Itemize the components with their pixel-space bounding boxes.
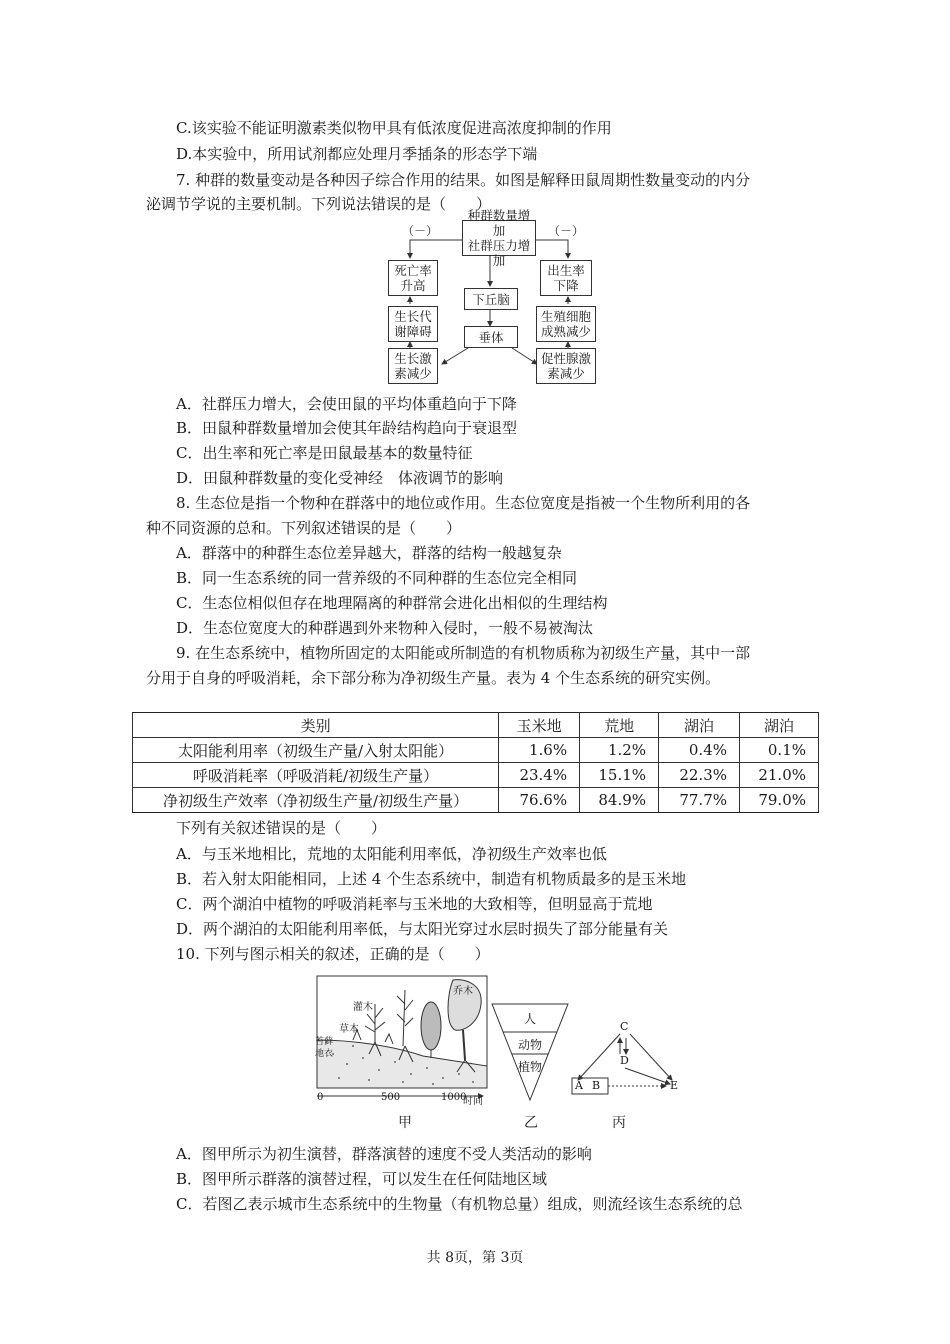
q10-option-a: A．图甲所示为初生演替，群落演替的速度不受人类活动的影响	[176, 1145, 592, 1163]
cell: 1.2%	[580, 738, 659, 763]
q10-option-c: C．若图乙表示城市生态系统中的生物量（有机物总量）组成，则流经该生态系统的总	[176, 1195, 743, 1213]
th-lake2: 湖泊	[740, 713, 819, 738]
label-moss: 苔藓	[315, 1037, 334, 1047]
cell: 1.6%	[499, 738, 580, 763]
th-lake1: 湖泊	[659, 713, 740, 738]
node-b: B	[592, 1079, 601, 1092]
label-animal: 动物	[518, 1038, 543, 1052]
q8-stem-line2: 种不同资源的总和。下列叙述错误的是（ ）	[146, 519, 462, 537]
q8-option-d: D．生态位宽度大的种群遇到外来物种入侵时，一般不易被淘汰	[176, 619, 594, 637]
figure-succession	[313, 974, 493, 1107]
q9-option-a: A．与玉米地相比，荒地的太阳能利用率低，净初级生产效率也低	[176, 845, 607, 863]
table-header-row	[133, 713, 819, 738]
label-lichen: 地衣	[315, 1049, 334, 1059]
cell: 22.3%	[659, 763, 740, 788]
tick-0: 0	[317, 1092, 324, 1103]
cell: 21.0%	[740, 763, 819, 788]
cell: 23.4%	[499, 763, 580, 788]
flow-box-growth-hormone: 生长激 素减少	[388, 348, 438, 384]
table-row	[133, 738, 819, 763]
cell: 呼吸消耗率（呼吸消耗/初级生产量）	[133, 763, 499, 788]
axis-time: 时间	[463, 1096, 483, 1107]
cell: 净初级生产效率（净初级生产量/初级生产量）	[133, 788, 499, 813]
q8-option-a: A．群落中的种群生态位差异越大，群落的结构一般越复杂	[176, 544, 562, 562]
tick-1000: 1000	[441, 1092, 467, 1103]
flow-box-gonadotropin: 促性腺激 素减少	[536, 348, 596, 384]
label-herb: 草本	[339, 1024, 359, 1035]
flow-box-death-rate: 死亡率 升高	[388, 260, 438, 296]
node-a: A	[575, 1079, 583, 1092]
cell: 84.9%	[580, 788, 659, 813]
th-corn: 玉米地	[499, 713, 580, 738]
table-row	[133, 763, 819, 788]
q9-option-b: B．若入射太阳能相同，上述 4 个生态系统中，制造有机物质最多的是玉米地	[176, 870, 687, 888]
flow-box-growth-metabolism: 生长代 谢障碍	[388, 306, 438, 342]
node-d: D	[620, 1054, 629, 1067]
cell: 76.6%	[499, 788, 580, 813]
tick-500: 500	[381, 1092, 401, 1103]
cell: 0.4%	[659, 738, 740, 763]
label-plant: 植物	[518, 1060, 543, 1074]
th-category: 类别	[133, 713, 499, 738]
q7-stem-line1: 7. 种群的数量变动是各种因子综合作用的结果。如图是解释田鼠周期性数量变动的内分	[176, 171, 751, 189]
q9-stem-line1: 9. 在生态系统中，植物所固定的太阳能或所制造的有机物质称为初级生产量，其中一部	[176, 644, 751, 662]
label-tree: 乔木	[453, 986, 473, 997]
q10-option-b: B．图甲所示群落的演替过程，可以发生在任何陆地区域	[176, 1170, 548, 1188]
q7-stem-line2: 泌调节学说的主要机制。下列说法错误的是（ ）	[146, 195, 492, 213]
node-c: C	[620, 1020, 629, 1033]
flow-box-top: 种群数量增加 社群压力增加	[462, 220, 536, 256]
q9-option-c: C．两个湖泊中植物的呼吸消耗率与玉米地的大致相等，但明显高于荒地	[176, 895, 653, 913]
q9-option-d: D．两个湖泊的太阳能利用率低，与太阳光穿过水层时损失了部分能量有关	[176, 920, 669, 938]
q9-table	[132, 712, 819, 813]
th-wasteland: 荒地	[580, 713, 659, 738]
caption-bing: 丙	[612, 1115, 626, 1131]
q8-option-c: C．生态位相似但存在地理隔离的种群常会进化出相似的生理结构	[176, 594, 608, 612]
caption-jia: 甲	[398, 1115, 412, 1131]
option-d-prev: D.本实验中，所用试剂都应处理月季插条的形态学下端	[176, 145, 538, 163]
q7-option-a: A．社群压力增大，会使田鼠的平均体重趋向于下降	[176, 395, 517, 413]
q8-stem-line1: 8. 生态位是指一个物种在群落中的地位或作用。生态位宽度是指被一个生物所利用的各	[176, 494, 751, 512]
label-shrub: 灌木	[353, 1002, 373, 1013]
caption-yi: 乙	[524, 1115, 538, 1131]
flow-sign-right: （－）	[548, 224, 585, 238]
table-row	[133, 788, 819, 813]
q7-option-d: D．田鼠种群数量的变化受神经 体液调节的影响	[176, 469, 504, 487]
flow-box-pituitary: 垂体	[464, 326, 518, 348]
flow-box-hypothalamus: 下丘脑	[464, 288, 518, 310]
flow-box-germ-cell: 生殖细胞 成熟减少	[536, 306, 596, 342]
flow-sign-left: （－）	[402, 224, 439, 238]
flow-box-birth-rate: 出生率 下降	[540, 260, 592, 296]
cell: 77.7%	[659, 788, 740, 813]
q9-question: 下列有关叙述错误的是（ ）	[176, 819, 387, 837]
page-footer: 共 8页，第 3页	[426, 1250, 524, 1266]
label-human: 人	[524, 1012, 537, 1026]
cell: 15.1%	[580, 763, 659, 788]
cell: 79.0%	[740, 788, 819, 813]
q7-option-c: C．出生率和死亡率是田鼠最基本的数量特征	[176, 444, 473, 462]
q7-flow-diagram	[380, 208, 600, 386]
figure-energy-flow	[570, 1020, 682, 1096]
cell: 太阳能利用率（初级生产量/入射太阳能）	[133, 738, 499, 763]
figure-pyramid	[490, 1002, 570, 1102]
q7-option-b: B．田鼠种群数量增加会使其年龄结构趋向于衰退型	[176, 419, 518, 437]
q8-option-b: B．同一生态系统的同一营养级的不同种群的生态位完全相同	[176, 569, 578, 587]
node-e: E	[670, 1079, 679, 1092]
cell: 0.1%	[740, 738, 819, 763]
q10-stem: 10. 下列与图示相关的叙述，正确的是（ ）	[176, 945, 490, 963]
q9-stem-line2: 分用于自身的呼吸消耗，余下部分称为净初级生产量。表为 4 个生态系统的研究实例。	[146, 669, 721, 687]
option-c-prev: C.该实验不能证明激素类似物甲具有低浓度促进高浓度抑制的作用	[176, 119, 612, 137]
